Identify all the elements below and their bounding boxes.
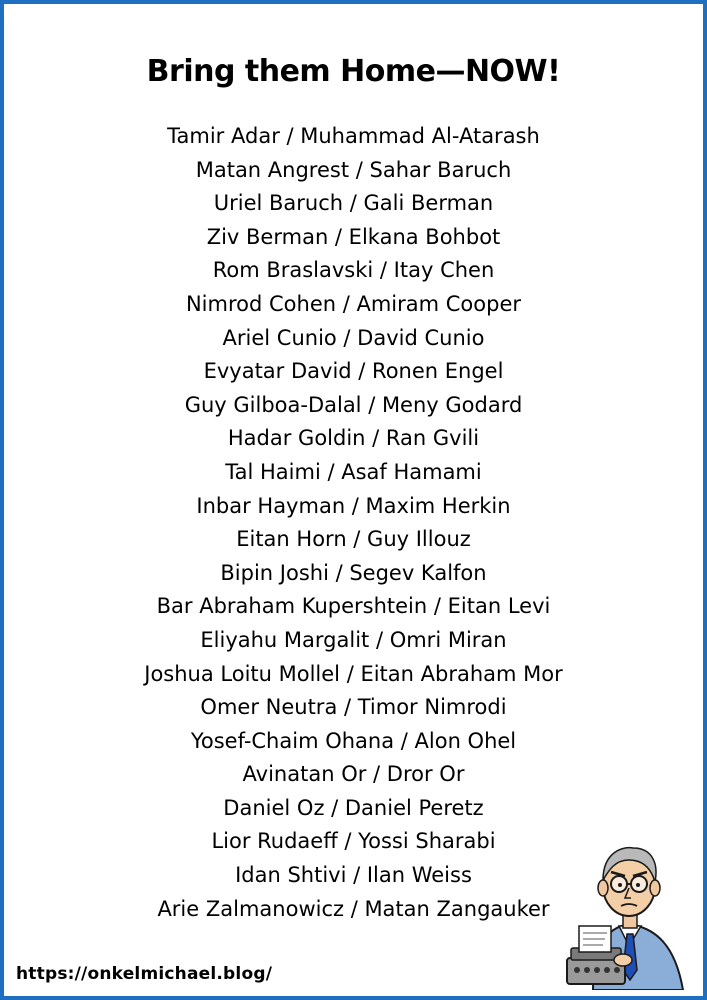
list-item: Tamir Adar / Muhammad Al-Atarash bbox=[167, 124, 540, 148]
blog-url: https://onkelmichael.blog/ bbox=[16, 964, 273, 984]
list-item: Avinatan Or / Dror Or bbox=[242, 762, 465, 787]
cartoon-man-at-typewriter-icon bbox=[563, 830, 693, 990]
list-item: Hadar Goldin / Ran Gvili bbox=[227, 426, 480, 451]
names-list bbox=[4, 120, 703, 926]
list-item: Eitan Horn / Guy Illouz bbox=[236, 527, 471, 552]
list-item: Joshua Loitu Mollel / Eitan Abraham Mor bbox=[144, 661, 563, 686]
list-item: Bar Abraham Kupershtein / Eitan Levi bbox=[156, 594, 551, 619]
list-item: Uriel Baruch / Gali Berman bbox=[213, 191, 494, 216]
list-item: Yosef-Chaim Ohana / Alon Ohel bbox=[190, 728, 517, 753]
list-item: Matan Angrest / Sahar Baruch bbox=[195, 157, 512, 182]
list-item: Daniel Oz / Daniel Peretz bbox=[223, 795, 484, 820]
list-item: Lior Rudaeff / Yossi Sharabi bbox=[211, 829, 496, 854]
list-item: Omer Neutra / Timor Nimrodi bbox=[200, 695, 507, 720]
list-item: Idan Shtivi / Ilan Weiss bbox=[235, 863, 472, 888]
list-item: Arie Zalmanowicz / Matan Zangauker bbox=[157, 896, 550, 921]
list-item: Inbar Hayman / Maxim Herkin bbox=[196, 493, 511, 518]
list-item: Evyatar David / Ronen Engel bbox=[203, 359, 504, 384]
list-item: Eliyahu Margalit / Omri Miran bbox=[200, 627, 507, 652]
page-title: Bring them Home—NOW! bbox=[146, 54, 561, 89]
list-item: Ziv Berman / Elkana Bohbot bbox=[206, 224, 501, 249]
list-item: Nimrod Cohen / Amiram Cooper bbox=[185, 291, 522, 316]
list-item: Rom Braslavski / Itay Chen bbox=[212, 258, 495, 283]
list-item: Guy Gilboa-Dalal / Meny Godard bbox=[184, 392, 523, 417]
list-item: Ariel Cunio / David Cunio bbox=[222, 325, 485, 350]
list-item: Tal Haimi / Asaf Hamami bbox=[225, 459, 482, 484]
list-item: Bipin Joshi / Segev Kalfon bbox=[220, 560, 487, 585]
